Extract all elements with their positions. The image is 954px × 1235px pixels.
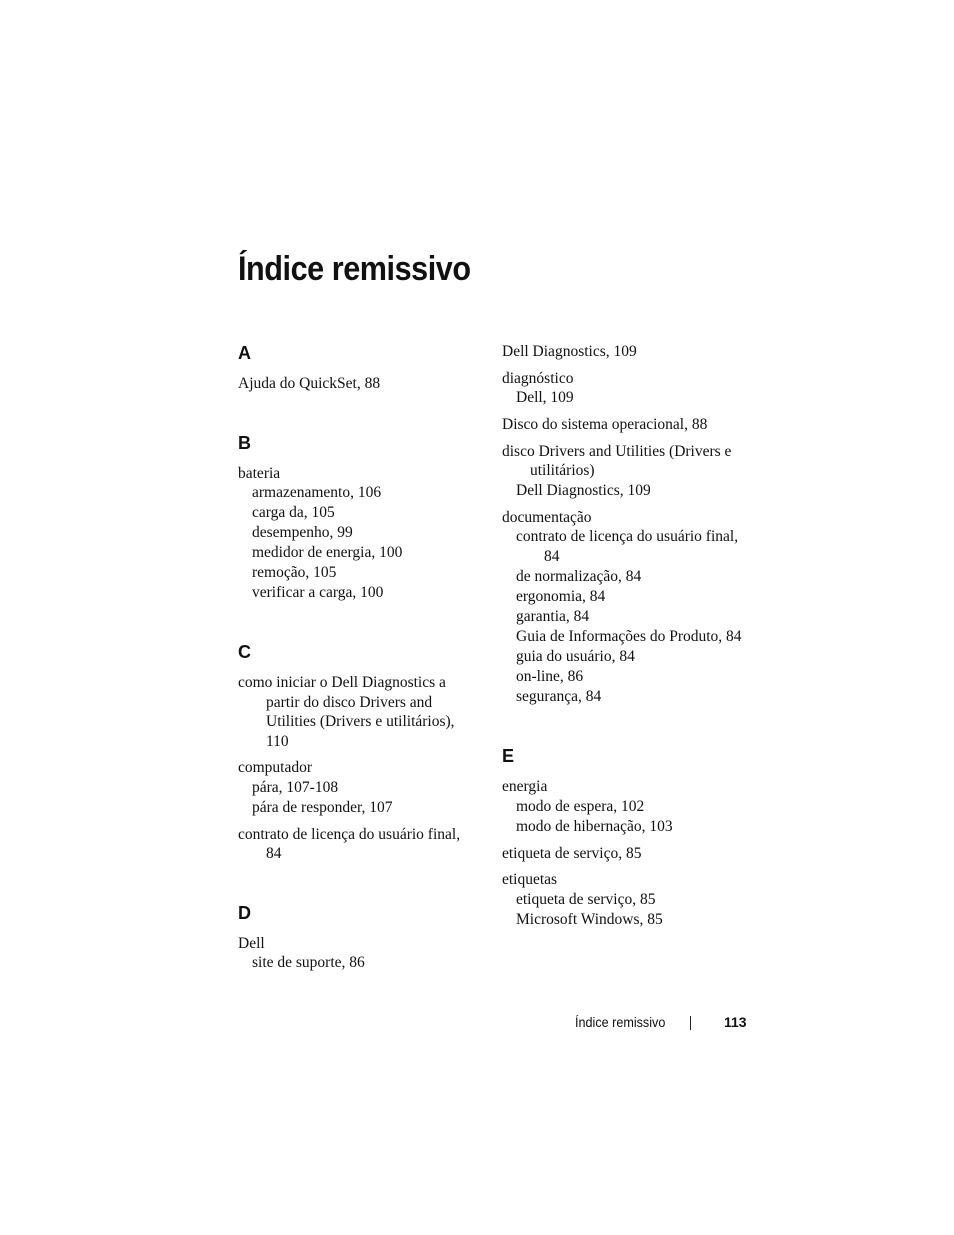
index-subterm: guia do usuário, 84 bbox=[516, 648, 635, 665]
index-subterm: de normalização, 84 bbox=[516, 568, 642, 585]
page-number: 113 bbox=[724, 1014, 747, 1030]
section-letter-b: B bbox=[238, 432, 251, 453]
index-subterm: remoção, 105 bbox=[252, 564, 337, 581]
index-entry bbox=[238, 464, 478, 604]
index-term: computador bbox=[238, 759, 313, 776]
index-subterm: site de suporte, 86 bbox=[252, 954, 365, 971]
index-term: documentação bbox=[502, 508, 592, 526]
index-term: Dell Diagnostics, 109 bbox=[502, 343, 637, 360]
index-entry bbox=[238, 374, 478, 394]
index-subterm: ergonomia, 84 bbox=[516, 588, 606, 605]
index-term: contrato de licença do usuário final, 84 bbox=[238, 825, 461, 862]
index-term: etiqueta de serviço, 85 bbox=[502, 844, 642, 862]
index-subterm: Guia de Informações do Produto, 84 bbox=[516, 628, 742, 645]
index-subterm: armazenamento, 106 bbox=[252, 484, 382, 501]
index-subterm: Microsoft Windows, 85 bbox=[516, 910, 663, 928]
index-term: Disco do sistema operacional, 88 bbox=[502, 416, 708, 433]
index-subterm: medidor de energia, 100 bbox=[252, 544, 403, 561]
index-subterm: modo de espera, 102 bbox=[516, 797, 645, 815]
section-letter-a: A bbox=[238, 343, 251, 363]
index-term: bateria bbox=[238, 464, 281, 482]
index-subterm: on-line, 86 bbox=[516, 668, 584, 685]
index-entry bbox=[502, 342, 742, 362]
index-entry bbox=[502, 442, 742, 501]
index-subterm: segurança, 84 bbox=[516, 688, 602, 705]
index-term: etiquetas bbox=[502, 871, 558, 888]
index-term: disco Drivers and Utilities (Drivers e utilitários) bbox=[502, 442, 732, 479]
index-column-right bbox=[502, 342, 742, 937]
index-subterm: verificar a carga, 100 bbox=[252, 584, 384, 601]
index-term: energia bbox=[502, 778, 548, 795]
index-column-left bbox=[238, 342, 478, 980]
index-entry bbox=[238, 673, 478, 751]
index-entry bbox=[502, 870, 742, 930]
index-entry bbox=[238, 934, 478, 974]
index-subterm: desempenho, 99 bbox=[252, 524, 353, 541]
index-term: diagnóstico bbox=[502, 369, 574, 387]
index-subterm: pára de responder, 107 bbox=[252, 798, 393, 816]
footer-label: Índice remissivo bbox=[575, 1014, 666, 1030]
page-title: Índice remissivo bbox=[238, 250, 471, 288]
footer-separator bbox=[690, 1016, 691, 1030]
index-subterm: Dell Diagnostics, 109 bbox=[516, 481, 651, 499]
index-entry bbox=[502, 415, 742, 435]
section-letter-c: C bbox=[238, 642, 251, 662]
index-subterm: contrato de licença do usuário final, 84 bbox=[516, 528, 739, 565]
index-subterm: modo de hibernação, 103 bbox=[516, 817, 673, 835]
index-term: como iniciar o Dell Diagnostics a partir do disco Drivers and Utilities (Drivers e utilitários), 110 bbox=[238, 674, 455, 750]
section-letter-d: D bbox=[238, 902, 251, 923]
index-subterm: etiqueta de serviço, 85 bbox=[516, 890, 656, 908]
index-entry bbox=[502, 508, 742, 708]
index-subterm: carga da, 105 bbox=[252, 504, 335, 521]
index-subterm: Dell, 109 bbox=[516, 389, 574, 406]
index-entry bbox=[238, 758, 478, 818]
index-entry bbox=[238, 825, 478, 864]
index-term: Ajuda do QuickSet, 88 bbox=[238, 375, 381, 392]
section-letter-e: E bbox=[502, 746, 515, 766]
index-entry bbox=[502, 777, 742, 837]
index-subterm: garantia, 84 bbox=[516, 608, 590, 625]
index-entry bbox=[502, 369, 742, 409]
index-entry bbox=[502, 844, 742, 864]
index-subterm: pára, 107-108 bbox=[252, 778, 339, 796]
index-term: Dell bbox=[238, 934, 265, 952]
